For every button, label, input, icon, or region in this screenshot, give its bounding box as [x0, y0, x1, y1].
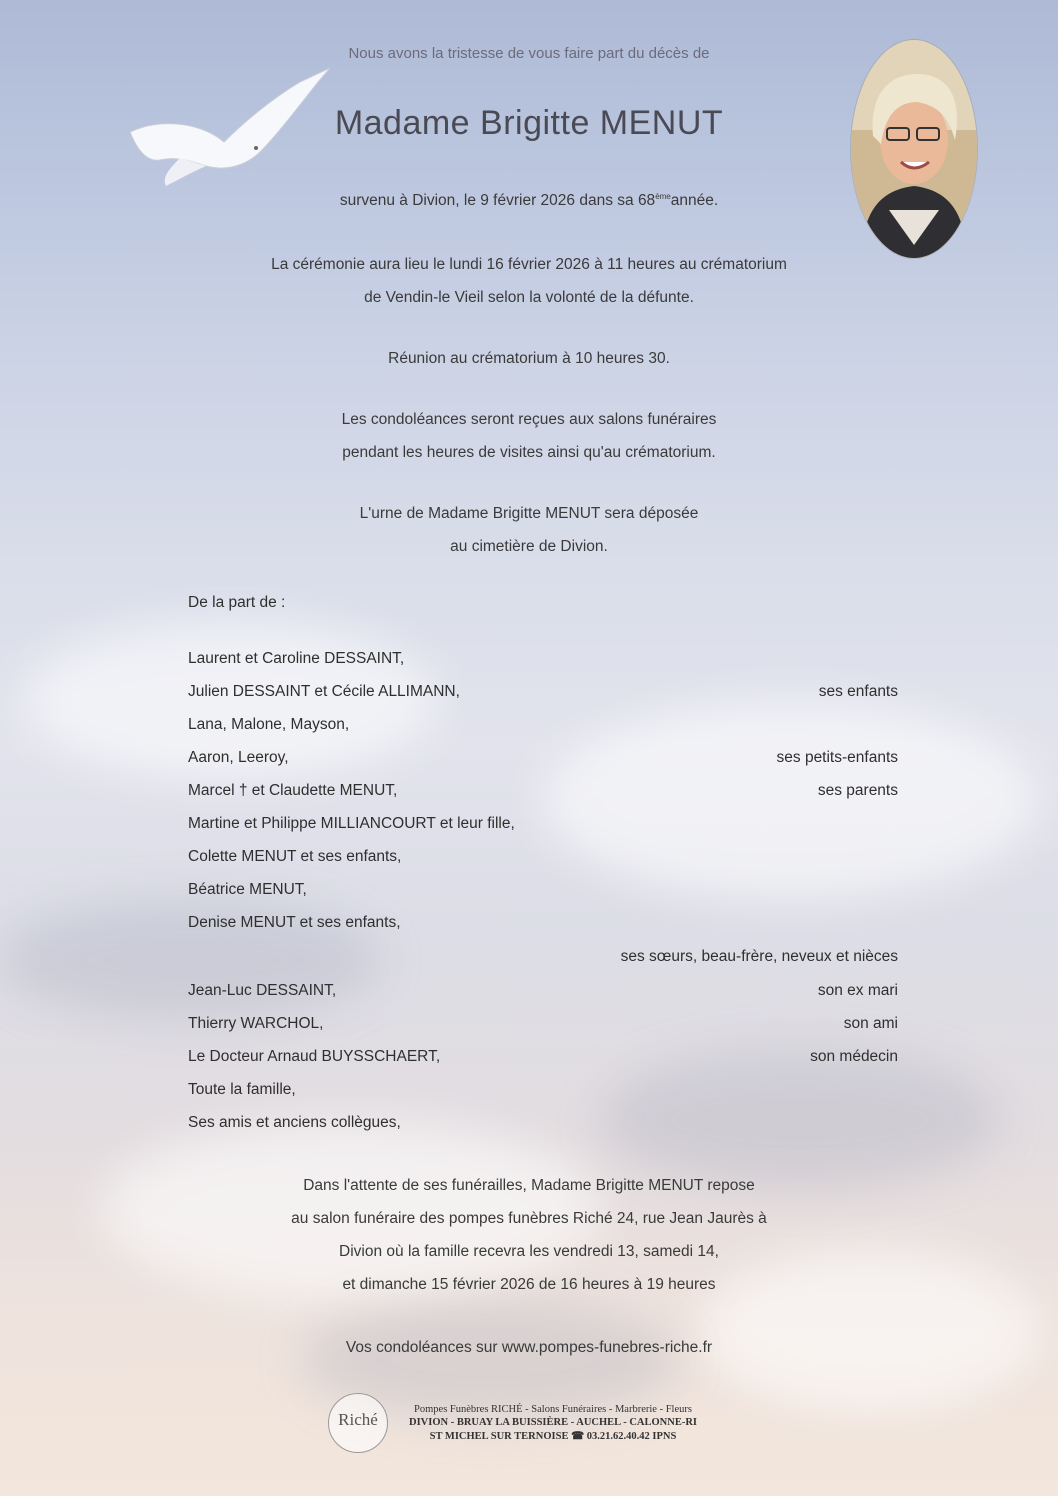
ceremony-line: de Vendin-le Vieil selon la volonté de la défunte.	[364, 289, 694, 306]
relation-label: ses sœurs, beau-frère, neveux et nièces	[620, 948, 898, 965]
rest-line: au salon funéraire des pompes funèbres Riché 24, rue Jean Jaurès à	[291, 1210, 767, 1227]
family-member: Toute la famille,	[188, 1081, 296, 1098]
riche-logo	[328, 1393, 388, 1453]
footer-line: ST MICHEL SUR TERNOISE ☎ 03.21.62.40.42 IPNS	[429, 1431, 677, 1442]
ordinal-suffix: ème	[655, 192, 671, 201]
footer-line: Pompes Funèbres RICHÉ - Salons Funéraires - Marbrerie - Fleurs	[414, 1404, 692, 1415]
family-member: Colette MENUT et ses enfants,	[188, 848, 402, 865]
death-details-text: survenu à Divion, le 9 février 2026 dans sa 68	[339, 192, 656, 210]
urn-line: L'urne de Madame Brigitte MENUT sera déposée	[359, 505, 699, 522]
relation-label: ses petits-enfants	[776, 749, 898, 766]
online-condolences: Vos condoléances sur www.pompes-funebres-riche.fr	[345, 1339, 713, 1356]
family-member: Ses amis et anciens collègues,	[188, 1114, 401, 1131]
rest-line: Divion où la famille recevra les vendredi 13, samedi 14,	[339, 1243, 719, 1260]
relation-label: son ex mari	[817, 982, 898, 999]
intro-text: Nous avons la tristesse de vous faire part du décès de	[348, 45, 710, 62]
relation-label: son ami	[843, 1015, 898, 1032]
meeting-info: Réunion au crématorium à 10 heures 30.	[388, 350, 670, 367]
portrait-photo	[851, 40, 977, 258]
rest-line: et dimanche 15 février 2026 de 16 heures à 19 heures	[342, 1276, 716, 1293]
rest-line: Dans l'attente de ses funérailles, Madame Brigitte MENUT repose	[303, 1177, 755, 1194]
urn-line: au cimetière de Divion.	[450, 538, 608, 555]
family-member: Jean-Luc DESSAINT,	[188, 982, 337, 999]
family-member: Julien DESSAINT et Cécile ALLIMANN,	[188, 683, 460, 700]
death-details-end: année.	[670, 192, 719, 210]
death-details	[0, 192, 1058, 210]
family-member: Thierry WARCHOL,	[188, 1015, 324, 1032]
condolences-line: Les condoléances seront reçues aux salons funéraires	[341, 411, 717, 428]
logo-text: Riché	[338, 1410, 378, 1429]
condolences-line: pendant les heures de visites ainsi qu'au crématorium.	[342, 444, 716, 461]
ceremony-line: La cérémonie aura lieu le lundi 16 février 2026 à 11 heures au crématorium	[271, 256, 787, 273]
cloud	[600, 1050, 1000, 1190]
family-member: Le Docteur Arnaud BUYSSCHAERT,	[188, 1048, 441, 1065]
cloud	[540, 700, 1040, 900]
family-member: Marcel † et Claudette MENUT,	[188, 782, 398, 799]
cloud	[700, 1250, 1040, 1410]
family-member: Martine et Philippe MILLIANCOURT et leur fille,	[188, 815, 515, 832]
footer-line: DIVION - BRUAY LA BUISSIÈRE - AUCHEL - CALONNE-RI	[408, 1417, 698, 1428]
relation-label: ses parents	[817, 782, 898, 799]
deceased-name: Madame Brigitte MENUT	[334, 104, 724, 142]
family-member: Béatrice MENUT,	[188, 881, 307, 898]
family-member: Laurent et Caroline DESSAINT,	[188, 650, 405, 667]
family-member: Aaron, Leeroy,	[188, 749, 289, 766]
family-member: Denise MENUT et ses enfants,	[188, 914, 401, 931]
from-label: De la part de :	[188, 594, 286, 611]
family-member: Lana, Malone, Mayson,	[188, 716, 350, 733]
relation-label: ses enfants	[818, 683, 898, 700]
relation-label: son médecin	[810, 1048, 898, 1065]
